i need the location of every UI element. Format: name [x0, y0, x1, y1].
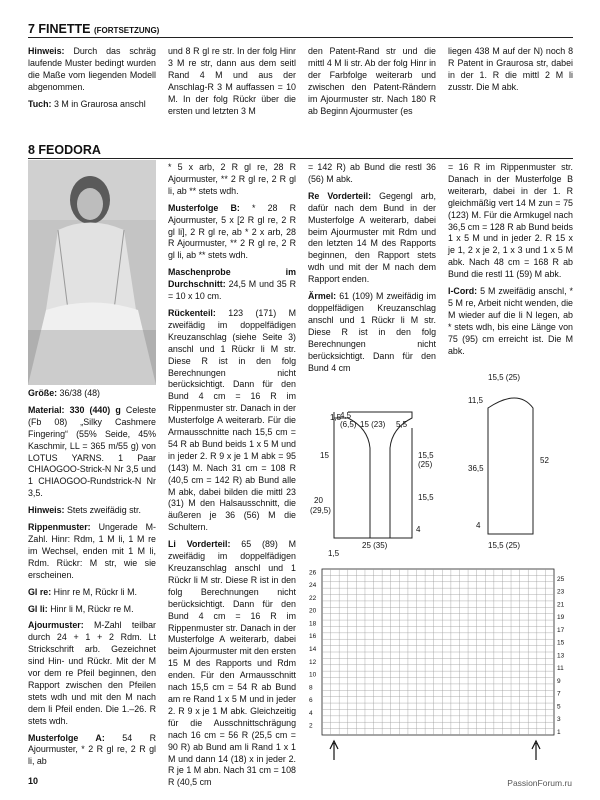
s8-col4: = 16 R im Rippenmuster str. Danach in der Musterfolge B weiterarb, dabei in der 1. R gleichmäßig vert 14 M zun = 75 (123) M. Für die Armkugel nach 36,5 cm = 128 R ab Bund beids 1 x 5 M und in jeder 2. R 15 x je 1, 2 x je 2, 1 x 3 und 1 x 5 M abk. Nach 48 cm = 168 R ab Bund die restl 11 (59) M abk. I-Cord: 5 M zweifädig anschl, * 5 M re, Arbeit nicht wenden, die M wieder auf die li N legen, ab * stets wdh, bis eine Länge von 75 (95) cm erreicht ist. Die M abk. — [448, 162, 573, 356]
svg-text:4,5: 4,5 — [340, 411, 352, 420]
chart-row-label: 3 — [557, 716, 561, 724]
svg-text:5,5: 5,5 — [396, 420, 408, 429]
svg-text:52: 52 — [540, 456, 549, 465]
knitting-chart — [308, 565, 572, 765]
schematic-diagram — [308, 368, 572, 558]
chart-row-label: 24 — [309, 582, 317, 590]
chart-row-label: 21 — [557, 601, 565, 609]
section-7-header: 7 FINETTE (FORTSETZUNG) — [28, 22, 573, 38]
s7-col4: liegen 438 M auf der N) noch 8 R Patent in Graurosa str, dabei in der 1. R die mittl 2 M li zusstr. Die M abk. — [448, 46, 573, 92]
chart-row-label: 6 — [309, 697, 313, 705]
svg-text:15,5 (25): 15,5 (25) — [488, 541, 521, 550]
svg-text:15: 15 — [320, 451, 329, 460]
chart-row-label: 18 — [309, 620, 317, 628]
svg-text:11,5: 11,5 — [468, 396, 483, 405]
chart-row-label: 25 — [557, 575, 565, 583]
s7-col1: Hinweis: Durch das schräg laufende Muster bedingt wurden die Maße vom liegenden Modell abgenommen. Tuch: 3 M in Graurosa anschl — [28, 46, 156, 109]
svg-text:15 (23): 15 (23) — [360, 420, 386, 429]
s8-col3: = 142 R) ab Bund die restl 36 (56) M abk. Re Vorderteil: Gegengl arb, dafür nach dem Bund in der Musterfolge A weiterarb, dabei beim Ajourmuster mit Rdm und den letzten 14 M des Rapports beginnen, den Rapport stets wdh und mit der M nach dem Rapport enden. Ärmel: 61 (109) M zweifädig im doppelfädigen Kreuzanschlag anschl und 1 Rückr li M str. Diese R ist in den folg Berechnungen nicht berücksichtigt. Dann für den Bund 4 cm — [308, 162, 436, 373]
arrow-right-icon — [330, 741, 338, 760]
model-photo — [28, 160, 156, 385]
s8-col2: * 5 x arb, 2 R gl re, 28 R Ajourmuster, ** 2 R gl re, 2 R gl li, ab ** stets wdh. Musterfolge B: * 28 R Ajourmuster, 5 x [2 R gl re, 2 R gl li], 2 R gl re, ab * 2 x arb, 28 R Ajourmuster, ** 2 R gl re, 2 R gl li, ab ** stets wdh. Maschenprobe im Durchschnitt: 24,5 M und 35 R = 10 x 10 cm. Rückenteil: 123 (171) M zweifädig im doppelfädigen Kreuzanschlag (siehe Seite 3) anschl und 1 Rückr li M str. Diese R ist in den folg Berechnungen nicht berücksichtigt. Dann für den Bund 4 cm = 16 R im Rippenmuster str. Danach in der Musterfolge A weiterarb. Für die Armausschnitte nach 15,5 cm = 54 R ab Bund beids 1 x 5 M und in jeder 2. R 9 x je 1 M abk = 95 (143) M. Nach 31 cm = 108 R (40,5 cm = 142 R) ab Bund alle M abk, dabei bilden die mittl 23 (31) M den Halsausschnitt, die äußeren je 36 (56) M die Schultern. Li Vorderteil: 65 (89) M zweifädig im doppelfädigen Kreuzanschlag anschl und 1 Rückr li M str. Diese R ist in den folg Berechnungen nicht berücksichtigt. Dann für den Bund 4 cm = 16 R im Rippenmuster str. Danach in der Musterfolge A weiterarb, dabei beim Ajourmuster mit den ersten 15 M des Rapports und Rdm enden. Für den Armausschnitt nach 15,5 cm = 54 R ab Bund am re Rand 1 x 5 M und in jeder 2. R 9 x je 1 M abk. Gleichzeitig für die Ausschnittschrägung nach 16 cm = 56 R (25,5 cm = 90 R) ab Bund am li Rand 1 x 1 M und dann 14 (18) x in jeder 2. R je 1 M abn. Nach 31 cm = 108 R (40,5 cm — [168, 162, 296, 788]
arrow-left-icon — [532, 741, 540, 760]
svg-text:4: 4 — [416, 525, 421, 534]
page-number: 10 — [28, 776, 39, 786]
chart-row-label: 10 — [309, 671, 317, 679]
svg-text:1,5: 1,5 — [330, 413, 342, 422]
chart-row-label: 23 — [557, 588, 565, 596]
chart-row-label: 16 — [309, 633, 317, 641]
s7-col3: den Patent-Rand str und die mittl 4 M li str. Ab der folg Hinr in der Farbfolge weiterarb und zwischen den Patent-Rändern im Ajourmuster str. Nach 180 R ab Beginn Ajourmuster (es — [308, 46, 436, 116]
s8-col1: Größe: 36/38 (48) Material: 330 (440) g Celeste (Fb 08) „Silky Cashmere Fingering“ (55% Seide, 45% Kaschmir, LL = 365 m/55 g) von LOTUS YARNS. 1 Paar CHIAOGOO-Strick-N Nr 3,5 und 1 CHIAOGOO-Rundstrick-N Nr 3,5. Hinweis: Stets zweifädig str. Rippenmuster: Ungerade M-Zahl. Hinr: Rdm, 1 M li, 1 M re im Wechsel, enden mit 1 M li, Rdm. Rückr: M str, wie sie erscheinen. Gl re: Hinr re M, Rückr li M. Gl li: Hinr li M, Rückr re M. Ajourmuster: M-Zahl teilbar durch 24 + 1 + 2 Rdm. Lt Strickschrift arb. Gezeichnet sind Hin- und Rückr. Mit der M vor dem re Pfeil beginnen, den Rapport zwischen den Pfeilen stets wdh und mit den M nach dem li Pfeil enden. Die 1.–26. R stets wdh. Musterfolge A: 54 R Ajourmuster, * 2 R gl re, 2 R gl li, ab — [28, 388, 157, 767]
chart-row-label: 13 — [557, 652, 565, 660]
svg-text:(25): (25) — [418, 460, 433, 469]
svg-text:(6,5): (6,5) — [340, 420, 357, 429]
chart-row-label: 8 — [309, 684, 313, 692]
svg-text:4: 4 — [476, 521, 481, 530]
chart-row-label: 22 — [309, 594, 317, 602]
svg-text:1,5: 1,5 — [328, 549, 340, 558]
svg-text:15,5: 15,5 — [418, 493, 434, 502]
s7-col2: und 8 R gl re str. In der folg Hinr 3 M re str, dann aus dem seitl Rand 4 M und aus der Anschlag-R 3 M auffassen = 10 M. In der folg Rückr über die ersten und letzten 3 M — [168, 46, 296, 116]
chart-row-label: 19 — [557, 614, 565, 622]
chart-row-label: 2 — [309, 722, 313, 730]
svg-text:15,5 (25): 15,5 (25) — [488, 373, 521, 382]
chart-row-label: 4 — [309, 709, 313, 717]
sleeve-outline — [488, 398, 533, 534]
chart-row-label: 20 — [309, 607, 317, 615]
chart-row-label: 7 — [557, 690, 561, 698]
chart-row-label: 17 — [557, 626, 565, 634]
svg-text:15,5: 15,5 — [418, 451, 434, 460]
watermark: PassionForum.ru — [507, 778, 572, 788]
chart-row-label: 12 — [309, 658, 317, 666]
chart-row-label: 1 — [557, 729, 561, 736]
chart-row-label: 9 — [557, 677, 561, 685]
chart-row-label: 26 — [309, 569, 317, 577]
svg-text:25 (35): 25 (35) — [362, 541, 388, 550]
chart-row-label: 14 — [309, 646, 317, 653]
section-8-header: 8 FEODORA — [28, 143, 573, 159]
chart-row-label: 11 — [557, 665, 564, 673]
svg-text:(29,5): (29,5) — [310, 506, 331, 515]
chart-row-label: 15 — [557, 639, 565, 647]
body-outline — [334, 412, 370, 538]
svg-text:36,5: 36,5 — [468, 464, 484, 473]
svg-text:20: 20 — [314, 496, 323, 505]
chart-row-label: 5 — [557, 703, 561, 711]
